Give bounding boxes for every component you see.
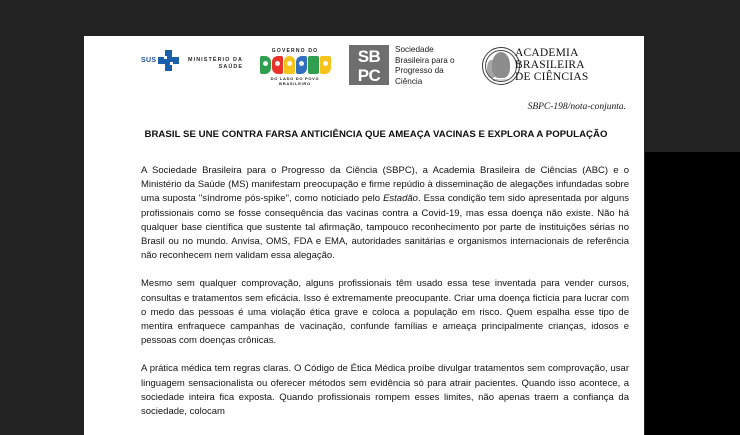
sbpc-monogram — [349, 45, 389, 85]
abc-name — [515, 48, 588, 83]
sbpc-name-line-2: Brasileira para o — [395, 55, 455, 65]
governo-brasil-logo — [256, 48, 334, 86]
ministerio-line-2: SAÚDE — [218, 63, 244, 70]
brasil-letter-i — [308, 56, 319, 74]
academia-brasileira-ciencias-logo — [482, 47, 588, 85]
governo-brasil-top-line: GOVERNO DO — [271, 48, 319, 54]
backdrop-dark-panel — [645, 152, 740, 435]
brasil-letter-r — [272, 56, 283, 74]
source-publication-name: Estadão — [383, 193, 418, 205]
page-title: BRASIL SE UNE CONTRA FARSA ANTICIÊNCIA QUE AMEAÇA VACINAS E EXPLORA A POPULAÇÃO — [144, 129, 608, 140]
sbpc-monogram-line-1: SB — [357, 46, 381, 66]
sbpc-monogram-line-2: PC — [357, 65, 381, 85]
governo-brasil-bottom-line: DO LADO DO POVO BRASILEIRO — [270, 76, 320, 86]
governo-brasil-wordmark — [256, 55, 334, 74]
sbpc-logo — [349, 45, 455, 87]
abc-name-line-1: ACADEMIA — [515, 47, 579, 60]
sbpc-name — [395, 45, 455, 87]
paragraph-3: A prática médica tem regras claras. O Código de Ética Médica proíbe divulgar tratamentos sem comprovação, usar linguagem sensacionalista ou oferecer métodos sem evidência só para atrair pacientes. Quando isso acontece, a sociedade inteira fica exposta. Quando profissionais rompem esses limites, não apenas traem a confiança da sociedade, colocam — [141, 363, 629, 418]
document-page — [84, 36, 644, 435]
sbpc-name-line-1: Sociedade — [395, 45, 434, 54]
sbpc-name-line-3: Progresso da — [395, 66, 444, 76]
brasil-letter-a — [284, 56, 295, 74]
ministerio-saude-logo — [188, 57, 243, 71]
abc-seal-micro-text: MDCCCXVI — [492, 79, 510, 82]
ministerio-line-1: MINISTÉRIO DA — [188, 57, 244, 63]
sus-logo — [141, 50, 179, 71]
brasil-letter-b — [260, 56, 271, 74]
document-body — [141, 164, 629, 433]
paragraph-1: A Sociedade Brasileira para o Progresso da Ciência (SBPC), a Academia Brasileira de Ciências (ABC) e o Ministério da Saúde (MS) manifestam preocupação e firme repúdio à disseminação de alegações infundadas sobre uma suposta "síndrome pós-spike", como noticiado pelo Estadão. Essa condição tem sido apresentada por alguns profissionais como se fosse consequência das vacinas contra a Covid-19, mas essa doença não existe. Não há qualquer base científica que sustente tal afirmação, tampouco reconhecimento por parte de instituições sérias no Brasil ou no mundo. Anvisa, OMS, FDA e EMA, autoridades sanitárias e organismos internacionais de referência não reconhecem nem validam essa alegação. — [141, 165, 630, 262]
brasil-letter-l — [320, 56, 331, 74]
document-reference: SBPC-198/nota-conjunta. — [527, 102, 626, 112]
abc-name-line-2: BRASILEIRA — [515, 59, 585, 72]
health-cross-icon — [158, 50, 179, 71]
sus-wordmark: SUS — [141, 57, 157, 64]
sbpc-name-line-4: Ciência — [395, 76, 423, 86]
brasil-letter-s — [296, 56, 307, 74]
abc-name-line-3: DE CIÊNCIAS — [515, 70, 589, 83]
paragraph-2: Mesmo sem qualquer comprovação, alguns profissionais têm usado essa tese inventada para vender cursos, consultas e tratamentos sem eficácia. Isso é extremamente preocupante. Criar uma doença fictícia para lucrar com o medo das pessoas é uma violação ética grave e coloca a população em risco. Quem espalha esse tipo de mentira enfraquece campanhas de vacinação, confunde famílias e ameaça principalmente crianças, idosos e pessoas com doenças crônicas. — [141, 278, 629, 347]
